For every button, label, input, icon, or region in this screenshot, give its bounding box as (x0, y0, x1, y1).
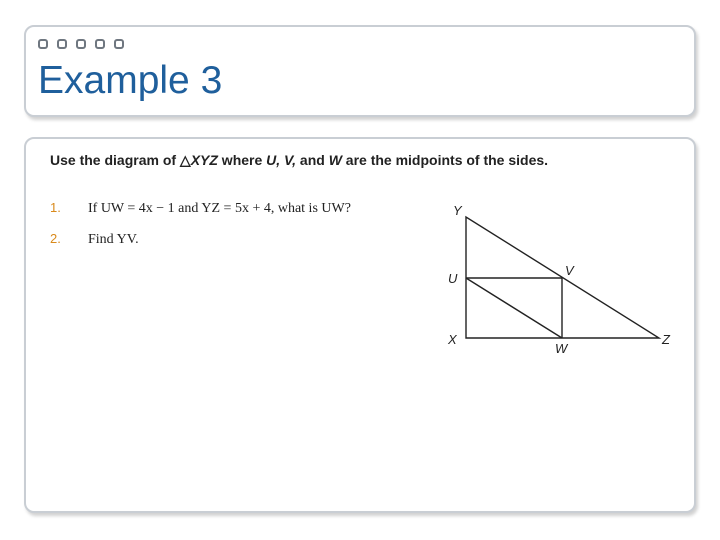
label-v: V (565, 263, 574, 278)
problem-item-1 (50, 200, 351, 217)
intro-points: U, V, (266, 152, 297, 168)
square-dot-icon (57, 39, 67, 49)
decorative-dots (38, 39, 124, 49)
item-number: 2. (50, 231, 61, 246)
intro-w: W (328, 152, 342, 168)
intro-prefix: Use the diagram of △ (50, 152, 191, 168)
intro-suffix: are the midpoints of the sides. (341, 152, 549, 168)
square-dot-icon (76, 39, 86, 49)
square-dot-icon (38, 39, 48, 49)
problem-intro (50, 151, 570, 170)
triangle-diagram (431, 191, 681, 361)
problem-item-2 (50, 231, 139, 248)
segment-uw (466, 278, 562, 338)
intro-triangle: XYZ (190, 152, 218, 168)
intro-middle: where (217, 152, 267, 168)
intro-and: and (296, 152, 329, 168)
content-panel (24, 137, 696, 513)
title-panel (24, 25, 696, 117)
item-text: If UW = 4x − 1 and YZ = 5x + 4, what is UW? (88, 201, 351, 216)
item-number: 1. (50, 200, 61, 215)
slide-title: Example 3 (38, 59, 223, 102)
label-w: W (555, 341, 568, 356)
label-u: U (448, 271, 458, 286)
label-z: Z (662, 332, 670, 347)
label-y: Y (453, 203, 462, 218)
label-x: X (448, 332, 457, 347)
square-dot-icon (114, 39, 124, 49)
square-dot-icon (95, 39, 105, 49)
item-text: Find YV. (88, 232, 139, 247)
